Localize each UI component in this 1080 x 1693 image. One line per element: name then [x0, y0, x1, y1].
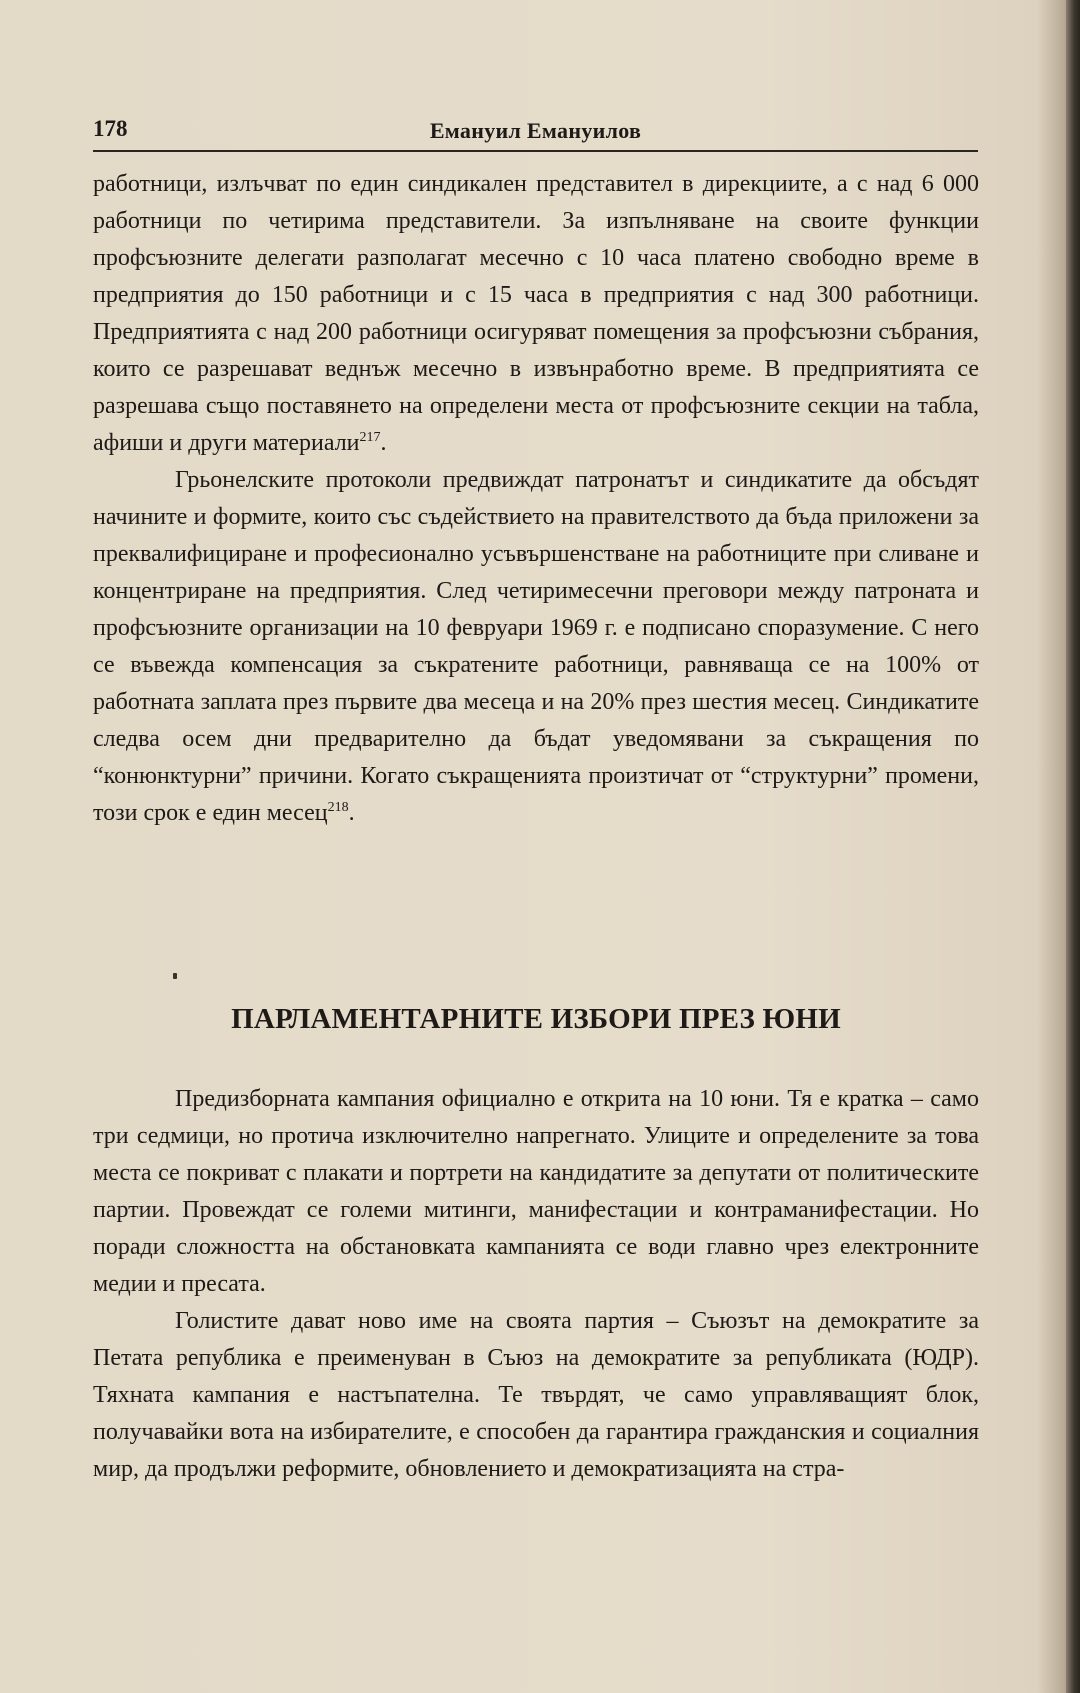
page-number: 178: [93, 116, 128, 141]
section-heading: ПАРЛАМЕНТАРНИТЕ ИЗБОРИ ПРЕЗ ЮНИ: [231, 1003, 841, 1035]
paragraph: Предизборната кампания официално е открита на 10 юни. Тя е кратка – само три седмици, но протича изключително напрегнато. Улиците и определените за това места се покриват с плакати и портрети на кандидатите за депутати от политическите партии. Провеждат се големи митинги, манифестации и контраманифестации. Но поради сложността на обстановката кампанията се води главно чрез електронните медии и пресата.: [93, 1086, 979, 1297]
paragraph: [93, 462, 979, 832]
text-section-2: [93, 1081, 979, 1488]
text-section-1: [93, 166, 979, 832]
paragraph-end: .: [380, 430, 387, 456]
print-speck: [173, 973, 177, 979]
running-head: [93, 116, 978, 152]
running-title: Емануил Емануилов: [429, 118, 642, 143]
footnote-ref: 217: [359, 430, 381, 445]
paragraph: [93, 166, 979, 462]
paragraph-text: Грьонелските протоколи предвиждат патронатът и синдикатите да обсъдят начините и формите, които със съдействието на правителството да бъда приложени за преквалифициране и професионално усъвършенстване на работниците при сливане и концентриране на предприятия. След четиримесечни преговори между патроната и профсъюзните организации на 10 февруари 1969 г. е подписано споразумение. С него се въвежда компенсация за съкратените работници, равняваща се на 100% от работната заплата през първите два месеца и на 20% през шестия месец. Синдикатите следва осем дни предварително да бъдат уведомявани за съкращения по “конюнктурни” причини. Когато съкращенията произтичат от “структурни” промени, този срок е един месец: [93, 467, 979, 826]
footnote-ref: 218: [327, 800, 349, 815]
book-spine-shadow: [1066, 0, 1080, 1693]
paragraph-text: работници, излъчват по един синдикален представител в дирекциите, а с над 6 000 работници по четирима представители. За изпълняване на своите функции профсъюзните делегати разполагат месечно с 10 часа платено свободно време в предприятия до 150 работници и с 15 часа в предприятия с над 300 работници. Предприятията с над 200 работници осигуряват помещения за профсъюзни събрания, които се разрешават веднъж месечно в извънработно време. В предприятията се разрешава също поставянето на определени места от профсъюзните секции на табла, афиши и други материали: [93, 171, 979, 456]
paragraph-end: .: [348, 800, 355, 826]
paragraph: Голистите дават ново име на своята партия – Съюзът на демократите за Петата република е преименуван в Съюз на демократите за републиката (ЮДР). Тяхната кампания е настъпателна. Те твърдят, че само управляващият блок, получавайки вота на избирателите, е способен да гарантира гражданския и социалния мир, да продължи реформите, обновлението и демократизацията на стра-: [93, 1308, 979, 1482]
